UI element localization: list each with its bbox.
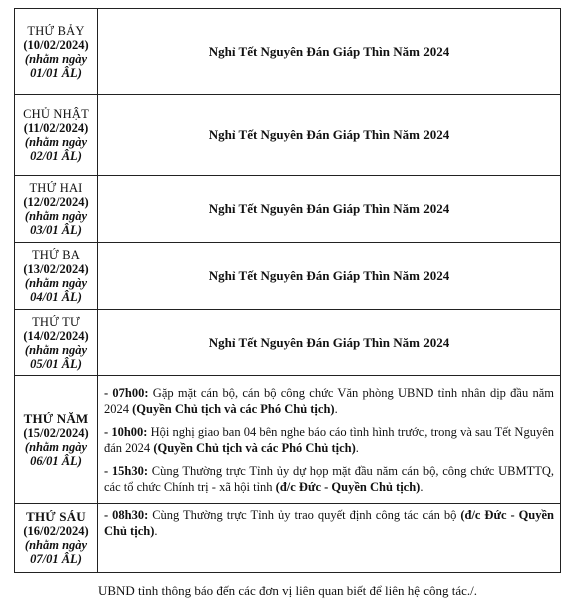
schedule-content [98,376,561,504]
event-text: Cùng Thường trực Tỉnh ủy trao quyết định công tác cán bộ [148,508,461,522]
day-cell [15,176,98,243]
schedule-content [98,504,561,573]
event-text: Cùng Thường trực Tỉnh ủy dự họp mặt đầu năm cán bộ, công chức UBMTTQ, các tổ chức Chính trị - xã hội tỉnh [104,463,555,494]
day-cell [15,243,98,310]
day-name: THỨ TƯ [32,314,80,329]
event-item [98,507,560,539]
table-row [15,310,561,376]
day-date: (16/02/2024) [23,524,89,538]
day-name: THỨ BA [31,248,81,262]
day-name: THỨ NĂM [23,410,89,426]
day-date: (12/02/2024) [23,195,89,209]
day-name: THỨ SÁU [26,509,86,524]
event-end: . [154,524,158,538]
event-end: . [334,401,338,416]
lunar-date: 06/01 ÂL) [30,453,82,468]
day-name: CHỦ NHẬT [23,107,89,121]
schedule-content: Nghỉ Tết Nguyên Đán Giáp Thìn Năm 2024 [98,176,561,243]
day-name: THỨ HAI [29,181,83,195]
event-participants: (đ/c Đức - Quyền Chủ tịch) [104,508,555,538]
table-row [15,95,561,176]
day-date: (13/02/2024) [23,262,89,276]
table-row [15,176,561,243]
lunar-date: 05/01 ÂL) [30,356,82,371]
lunar-date: (nhằm ngày [24,135,88,149]
day-cell [15,9,98,95]
day-cell [15,95,98,176]
lunar-date: 07/01 ÂL) [30,552,82,566]
schedule-table [14,8,561,573]
event-participants: (Quyền Chủ tịch và các Phó Chủ tịch) [153,440,356,455]
schedule-content: Nghỉ Tết Nguyên Đán Giáp Thìn Năm 2024 [98,310,561,376]
event-time: - 08h30: [104,508,149,522]
lunar-date: 03/01 ÂL) [30,223,82,237]
day-date: (10/02/2024) [23,37,89,52]
lunar-date: (nhằm ngày [24,538,88,552]
lunar-date: (nhằm ngày [24,342,88,357]
event-participants: (đ/c Đức - Quyền Chủ tịch) [275,479,421,494]
event-text: Gặp mặt cán bộ, cán bộ công chức Văn phòng UBND tỉnh nhân dịp đầu năm 2024 [104,385,554,416]
day-date: (15/02/2024) [23,425,89,440]
lunar-date: (nhằm ngày [24,439,88,454]
event-item [98,385,560,417]
event-participants: (Quyền Chủ tịch và các Phó Chủ tịch) [132,401,335,416]
event-item [98,463,560,495]
table-row [15,376,561,504]
table-row [15,9,561,95]
day-cell [15,310,98,376]
schedule-content: Nghỉ Tết Nguyên Đán Giáp Thìn Năm 2024 [98,243,561,310]
lunar-date: 04/01 ÂL) [30,290,82,304]
day-date: (14/02/2024) [23,328,89,343]
schedule-content: Nghỉ Tết Nguyên Đán Giáp Thìn Năm 2024 [98,95,561,176]
event-item [98,424,560,456]
lunar-date: (nhằm ngày [24,276,88,290]
table-row [15,504,561,573]
event-time: - 10h00: [104,424,148,439]
day-cell [15,504,98,573]
footer-note: UBND tỉnh thông báo đến các đơn vị liên quan biết để liên hệ công tác./. [97,583,478,598]
event-text: Hội nghị giao ban 04 bên nghe báo cáo tình hình trước, trong và sau Tết Nguyên đán 2024 [104,424,555,455]
lunar-date: 02/01 ÂL) [30,149,82,163]
lunar-date: (nhằm ngày [24,51,88,66]
schedule-content: Nghỉ Tết Nguyên Đán Giáp Thìn Năm 2024 [98,9,561,95]
lunar-date: 01/01 ÂL) [30,65,82,80]
event-time: - 15h30: [104,463,149,478]
table-row [15,243,561,310]
event-end: . [420,479,424,494]
day-date: (11/02/2024) [23,121,89,135]
event-time: - 07h00: [104,385,149,400]
day-name: THỨ BẢY [27,23,85,38]
lunar-date: (nhằm ngày [24,209,88,223]
event-end: . [355,440,359,455]
day-cell [15,376,98,504]
